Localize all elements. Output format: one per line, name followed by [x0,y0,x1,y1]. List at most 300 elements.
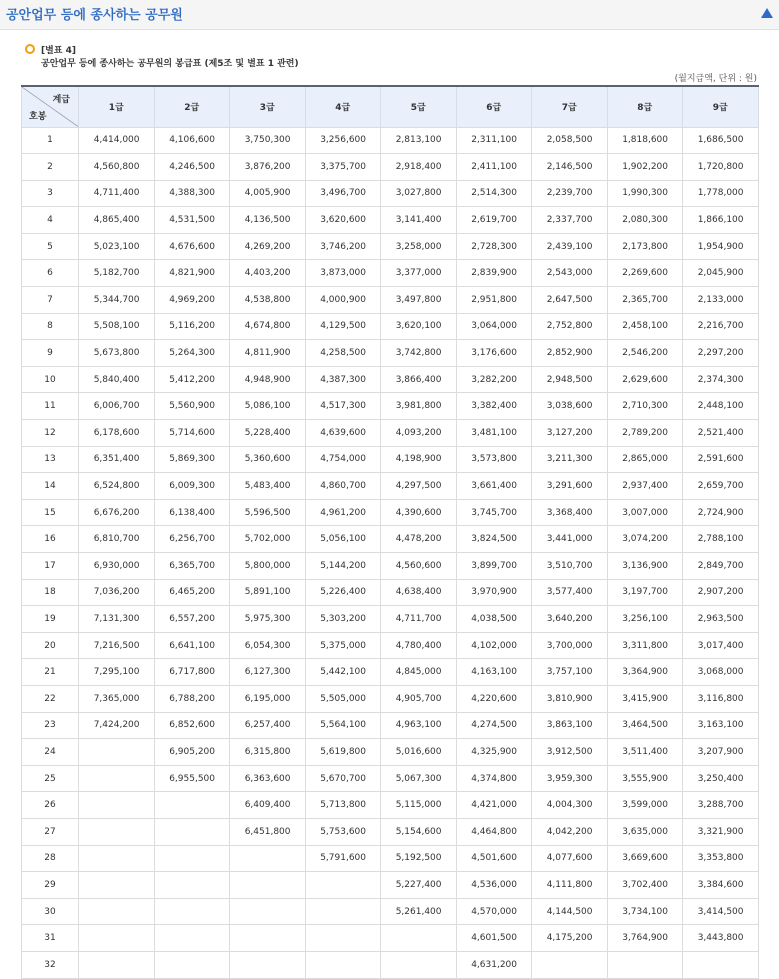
corner-header-cell [22,86,79,127]
salary-cell: 3,464,500 [607,712,683,739]
salary-cell [154,872,230,899]
salary-cell: 6,178,600 [79,420,155,447]
salary-cell: 3,321,900 [683,818,759,845]
salary-cell: 4,845,000 [381,659,457,686]
salary-cell: 3,700,000 [532,632,608,659]
salary-cell: 7,036,200 [79,579,155,606]
circle-bullet-icon [25,44,35,54]
salary-cell: 4,005,900 [230,180,306,207]
step-cell: 12 [22,420,79,447]
salary-cell: 5,192,500 [381,845,457,872]
salary-cell: 3,288,700 [683,792,759,819]
salary-cell: 7,424,200 [79,712,155,739]
grade-label: 계급 [52,95,70,105]
salary-cell: 2,521,400 [683,420,759,447]
salary-cell: 4,570,000 [456,898,532,925]
salary-cell: 2,951,800 [456,287,532,314]
salary-cell: 5,753,600 [305,818,381,845]
step-cell: 8 [22,313,79,340]
salary-cell: 5,596,500 [230,499,306,526]
salary-cell [230,951,306,978]
salary-cell [683,951,759,978]
salary-cell: 3,068,000 [683,659,759,686]
table-row [22,606,759,633]
salary-cell [79,845,155,872]
table-row [22,526,759,553]
salary-cell: 3,959,300 [532,765,608,792]
step-cell: 7 [22,287,79,314]
grade-header: 9급 [683,86,759,127]
salary-cell: 2,546,200 [607,340,683,367]
salary-cell: 5,116,200 [154,313,230,340]
salary-cell: 2,647,500 [532,287,608,314]
salary-cell: 2,710,300 [607,393,683,420]
salary-cell: 4,536,000 [456,872,532,899]
table-row [22,553,759,580]
salary-cell [79,792,155,819]
salary-cell [79,872,155,899]
salary-cell: 6,930,000 [79,553,155,580]
step-cell: 29 [22,872,79,899]
table-row [22,898,759,925]
salary-cell: 3,510,700 [532,553,608,580]
salary-cell: 5,800,000 [230,553,306,580]
salary-cell: 1,866,100 [683,207,759,234]
salary-cell: 5,714,600 [154,420,230,447]
salary-cell: 4,390,600 [381,499,457,526]
salary-cell: 2,374,300 [683,366,759,393]
salary-cell: 3,127,200 [532,420,608,447]
table-row [22,366,759,393]
step-cell: 11 [22,393,79,420]
salary-cell: 3,116,800 [683,685,759,712]
table-row [22,739,759,766]
unit-note: (월지급액, 단위 : 원) [674,74,757,84]
salary-cell: 3,661,400 [456,473,532,500]
salary-cell: 3,497,800 [381,287,457,314]
salary-cell: 2,058,500 [532,127,608,154]
salary-cell: 3,511,400 [607,739,683,766]
salary-cell: 3,734,100 [607,898,683,925]
salary-cell: 2,514,300 [456,180,532,207]
table-row [22,340,759,367]
salary-cell: 4,948,900 [230,366,306,393]
salary-cell: 3,291,600 [532,473,608,500]
salary-cell: 5,115,000 [381,792,457,819]
step-cell: 27 [22,818,79,845]
salary-cell: 3,555,900 [607,765,683,792]
salary-cell: 5,442,100 [305,659,381,686]
salary-cell: 5,227,400 [381,872,457,899]
table-row [22,632,759,659]
salary-cell [607,951,683,978]
salary-cell: 2,788,100 [683,526,759,553]
salary-cell [230,925,306,952]
salary-cell: 4,538,800 [230,287,306,314]
salary-cell: 3,577,400 [532,579,608,606]
salary-cell: 3,443,800 [683,925,759,952]
salary-cell: 1,954,900 [683,233,759,260]
salary-cell: 6,363,600 [230,765,306,792]
salary-cell: 4,403,200 [230,260,306,287]
salary-cell: 2,629,600 [607,366,683,393]
salary-cell: 4,198,900 [381,446,457,473]
salary-cell: 2,173,800 [607,233,683,260]
salary-cell: 4,163,100 [456,659,532,686]
salary-cell: 4,961,200 [305,499,381,526]
salary-cell [305,872,381,899]
salary-cell: 2,728,300 [456,233,532,260]
salary-cell: 3,620,100 [381,313,457,340]
salary-cell: 3,141,400 [381,207,457,234]
salary-cell [79,739,155,766]
salary-cell [79,951,155,978]
salary-cell: 4,421,000 [456,792,532,819]
table-row [22,207,759,234]
salary-cell: 4,093,200 [381,420,457,447]
table-row [22,473,759,500]
table-row [22,712,759,739]
salary-cell: 5,303,200 [305,606,381,633]
salary-cell: 6,641,100 [154,632,230,659]
step-cell: 26 [22,792,79,819]
salary-cell: 2,439,100 [532,233,608,260]
salary-cell: 2,311,100 [456,127,532,154]
salary-cell: 2,239,700 [532,180,608,207]
salary-cell: 2,365,700 [607,287,683,314]
salary-cell [154,845,230,872]
salary-cell: 5,056,100 [305,526,381,553]
salary-cell [381,951,457,978]
salary-cell: 4,811,900 [230,340,306,367]
salary-cell: 3,250,400 [683,765,759,792]
salary-cell [305,898,381,925]
salary-cell: 2,907,200 [683,579,759,606]
salary-cell: 3,599,000 [607,792,683,819]
table-row [22,313,759,340]
step-cell: 18 [22,579,79,606]
salary-cell: 2,849,700 [683,553,759,580]
salary-cell: 6,257,400 [230,712,306,739]
salary-cell [154,792,230,819]
salary-cell: 4,129,500 [305,313,381,340]
salary-cell: 5,713,800 [305,792,381,819]
salary-cell: 2,411,100 [456,154,532,181]
salary-cell: 3,742,800 [381,340,457,367]
salary-cell: 3,899,700 [456,553,532,580]
table-row [22,659,759,686]
salary-cell: 5,144,200 [305,553,381,580]
salary-cell: 4,638,400 [381,579,457,606]
salary-cell: 4,387,300 [305,366,381,393]
salary-cell: 3,746,200 [305,233,381,260]
grade-header: 7급 [532,86,608,127]
salary-cell: 2,918,400 [381,154,457,181]
salary-cell: 4,325,900 [456,739,532,766]
salary-cell: 5,560,900 [154,393,230,420]
salary-cell: 5,670,700 [305,765,381,792]
salary-cell: 4,038,500 [456,606,532,633]
step-cell: 4 [22,207,79,234]
salary-cell [230,845,306,872]
salary-cell: 6,054,300 [230,632,306,659]
salary-cell: 4,374,800 [456,765,532,792]
step-cell: 9 [22,340,79,367]
salary-cell: 4,969,200 [154,287,230,314]
salary-cell: 5,375,000 [305,632,381,659]
salary-cell: 6,524,800 [79,473,155,500]
salary-cell: 6,465,200 [154,579,230,606]
salary-cell: 5,086,100 [230,393,306,420]
salary-cell: 5,975,300 [230,606,306,633]
salary-cell: 4,000,900 [305,287,381,314]
salary-cell: 3,981,800 [381,393,457,420]
salary-cell: 4,560,600 [381,553,457,580]
salary-cell [532,951,608,978]
salary-cell: 4,388,300 [154,180,230,207]
salary-cell: 4,297,500 [381,473,457,500]
salary-cell: 2,448,100 [683,393,759,420]
salary-cell: 5,016,600 [381,739,457,766]
salary-cell: 6,852,600 [154,712,230,739]
salary-cell: 5,023,100 [79,233,155,260]
salary-cell: 3,863,100 [532,712,608,739]
salary-cell: 3,353,800 [683,845,759,872]
salary-cell: 7,365,000 [79,685,155,712]
salary-cell: 5,344,700 [79,287,155,314]
salary-cell: 3,620,600 [305,207,381,234]
salary-cell: 3,970,900 [456,579,532,606]
grade-header: 4급 [305,86,381,127]
salary-cell: 1,720,800 [683,154,759,181]
salary-cell: 5,840,400 [79,366,155,393]
salary-cell: 3,824,500 [456,526,532,553]
salary-cell: 5,483,400 [230,473,306,500]
salary-cell: 2,045,900 [683,260,759,287]
salary-cell: 2,269,600 [607,260,683,287]
salary-cell: 3,573,800 [456,446,532,473]
salary-cell [79,898,155,925]
salary-cell: 6,006,700 [79,393,155,420]
salary-cell: 3,810,900 [532,685,608,712]
salary-cell: 3,176,600 [456,340,532,367]
salary-cell: 4,860,700 [305,473,381,500]
salary-cell: 3,873,000 [305,260,381,287]
step-cell: 32 [22,951,79,978]
salary-cell: 7,131,300 [79,606,155,633]
salary-cell: 3,415,900 [607,685,683,712]
salary-cell: 2,813,100 [381,127,457,154]
section-header [0,0,779,30]
salary-cell [305,925,381,952]
salary-cell: 2,865,000 [607,446,683,473]
salary-cell: 1,902,200 [607,154,683,181]
step-cell: 16 [22,526,79,553]
salary-cell: 4,269,200 [230,233,306,260]
salary-cell [154,818,230,845]
salary-cell: 5,791,600 [305,845,381,872]
salary-cell [79,925,155,952]
salary-cell: 5,261,400 [381,898,457,925]
salary-cell: 6,788,200 [154,685,230,712]
table-row [22,287,759,314]
salary-cell: 4,501,600 [456,845,532,872]
salary-cell: 2,659,700 [683,473,759,500]
salary-cell: 3,377,000 [381,260,457,287]
salary-cell: 3,364,900 [607,659,683,686]
step-cell: 23 [22,712,79,739]
salary-cell: 4,963,100 [381,712,457,739]
grade-header: 3급 [230,86,306,127]
salary-cell: 4,175,200 [532,925,608,952]
salary-cell: 6,138,400 [154,499,230,526]
step-cell: 6 [22,260,79,287]
salary-cell: 5,228,400 [230,420,306,447]
salary-cell: 5,182,700 [79,260,155,287]
table-row [22,765,759,792]
salary-cell [230,872,306,899]
step-cell: 30 [22,898,79,925]
step-cell: 13 [22,446,79,473]
salary-cell: 4,631,200 [456,951,532,978]
table-row [22,260,759,287]
salary-cell: 5,673,800 [79,340,155,367]
table-row [22,420,759,447]
salary-cell: 5,869,300 [154,446,230,473]
salary-cell: 2,619,700 [456,207,532,234]
table-row [22,233,759,260]
salary-cell: 3,876,200 [230,154,306,181]
step-cell: 2 [22,154,79,181]
table-row [22,446,759,473]
salary-cell: 4,258,500 [305,340,381,367]
salary-cell [154,898,230,925]
salary-cell: 3,640,200 [532,606,608,633]
annex-label: [별표 4] [41,46,77,56]
salary-cell: 5,264,300 [154,340,230,367]
salary-cell: 6,351,400 [79,446,155,473]
salary-cell: 4,517,300 [305,393,381,420]
grade-header: 1급 [79,86,155,127]
salary-cell: 6,717,800 [154,659,230,686]
salary-cell: 4,780,400 [381,632,457,659]
salary-cell: 4,274,500 [456,712,532,739]
table-row [22,180,759,207]
salary-cell: 4,905,700 [381,685,457,712]
salary-cell: 3,258,000 [381,233,457,260]
collapse-triangle-icon[interactable] [761,8,773,18]
table-row [22,951,759,978]
salary-cell: 3,282,200 [456,366,532,393]
salary-cell [381,925,457,952]
step-cell: 24 [22,739,79,766]
salary-cell: 2,216,700 [683,313,759,340]
salary-cell: 2,852,900 [532,340,608,367]
salary-cell: 3,375,700 [305,154,381,181]
salary-cell [154,925,230,952]
grade-header: 6급 [456,86,532,127]
salary-cell: 2,963,500 [683,606,759,633]
header-row [22,86,759,127]
salary-cell: 2,752,800 [532,313,608,340]
table-row [22,845,759,872]
salary-cell: 3,866,400 [381,366,457,393]
step-cell: 21 [22,659,79,686]
salary-cell: 7,216,500 [79,632,155,659]
salary-table-body [22,127,759,978]
salary-cell: 6,315,800 [230,739,306,766]
salary-cell: 4,220,600 [456,685,532,712]
salary-cell: 3,256,600 [305,127,381,154]
salary-cell: 1,990,300 [607,180,683,207]
table-row [22,925,759,952]
salary-cell: 6,256,700 [154,526,230,553]
table-row [22,579,759,606]
salary-cell: 7,295,100 [79,659,155,686]
salary-cell: 4,102,000 [456,632,532,659]
salary-cell: 3,764,900 [607,925,683,952]
salary-cell: 3,027,800 [381,180,457,207]
salary-cell: 3,197,700 [607,579,683,606]
table-row [22,154,759,181]
salary-cell: 3,496,700 [305,180,381,207]
table-row [22,818,759,845]
salary-cell [230,898,306,925]
salary-cell: 6,676,200 [79,499,155,526]
salary-cell [154,951,230,978]
salary-cell: 4,531,500 [154,207,230,234]
salary-cell: 5,505,000 [305,685,381,712]
step-cell: 20 [22,632,79,659]
step-cell: 1 [22,127,79,154]
salary-cell: 3,382,400 [456,393,532,420]
salary-cell: 5,891,100 [230,579,306,606]
salary-cell: 3,414,500 [683,898,759,925]
salary-cell: 2,937,400 [607,473,683,500]
salary-cell: 1,818,600 [607,127,683,154]
step-cell: 28 [22,845,79,872]
salary-cell: 2,458,100 [607,313,683,340]
salary-cell: 3,038,600 [532,393,608,420]
salary-table [21,85,759,979]
salary-cell: 3,311,800 [607,632,683,659]
step-cell: 25 [22,765,79,792]
salary-cell: 5,508,100 [79,313,155,340]
step-cell: 31 [22,925,79,952]
salary-cell: 2,789,200 [607,420,683,447]
salary-cell: 3,757,100 [532,659,608,686]
salary-cell: 3,481,100 [456,420,532,447]
salary-cell: 2,591,600 [683,446,759,473]
table-row [22,685,759,712]
salary-cell: 6,557,200 [154,606,230,633]
salary-cell: 6,810,700 [79,526,155,553]
salary-cell: 4,246,500 [154,154,230,181]
step-cell: 10 [22,366,79,393]
salary-cell: 5,154,600 [381,818,457,845]
salary-cell: 2,724,900 [683,499,759,526]
table-row [22,792,759,819]
salary-cell: 4,639,600 [305,420,381,447]
salary-cell: 2,839,900 [456,260,532,287]
salary-cell: 5,360,600 [230,446,306,473]
salary-cell: 4,601,500 [456,925,532,952]
salary-cell: 6,009,300 [154,473,230,500]
salary-cell: 1,778,000 [683,180,759,207]
header-title: 공안업무 등에 종사하는 공무원 [6,8,183,23]
salary-cell: 2,948,500 [532,366,608,393]
step-cell: 14 [22,473,79,500]
